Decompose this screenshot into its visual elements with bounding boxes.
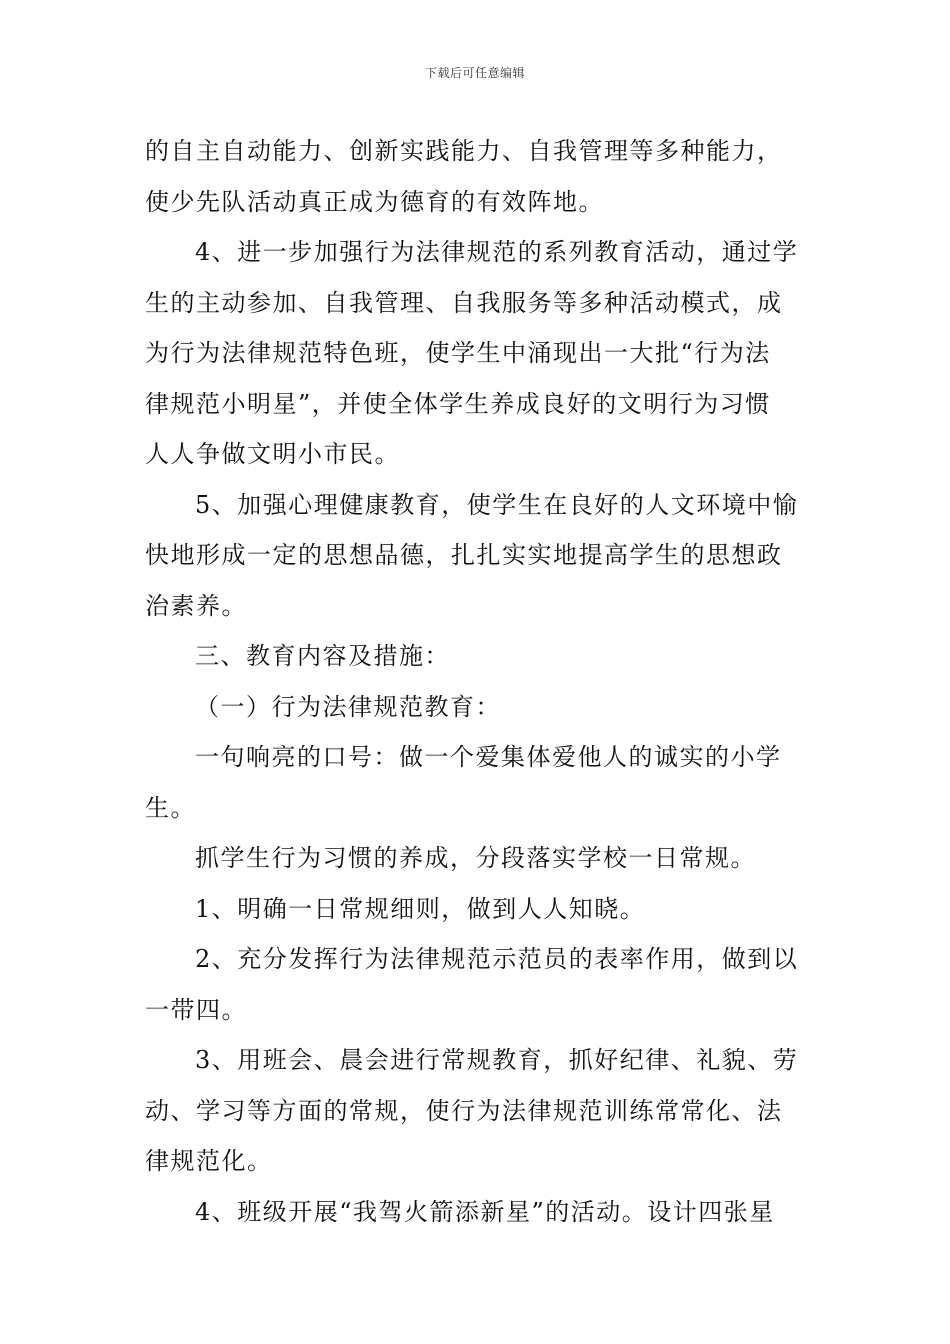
text-line: 一带四。 [145,995,247,1024]
text-line: 4、进一步加强行为法律规范的系列教育活动，通过学 [195,238,799,266]
page-header: 下载后可任意编辑 [424,66,525,80]
text-line: 生的主动参加、自我管理、自我服务等多种活动模式，成 [145,288,783,317]
text-line: 生。 [145,793,196,822]
text-line: 5、加强心理健康教育，使学生在良好的人文环境中愉 [195,490,799,519]
text-line: 律规范小明星”，并使全体学生养成良好的文明行为习惯 [145,389,771,418]
text-line: 一句响亮的口号：做一个爱集体爱他人的诚实的小学 [195,743,782,771]
document-body [145,126,810,1237]
text-line: 2、充分发挥行为法律规范示范员的表率作用，做到以 [195,945,799,973]
text-line: 使少先队活动真正成为德育的有效阵地。 [145,187,604,216]
text-line: 律规范化。 [145,1147,273,1175]
text-line: 的自主自动能力、创新实践能力、自我管理等多种能力， [145,137,783,165]
text-line: 动、学习等方面的常规，使行为法律规范训练常常化、法 [145,1096,783,1125]
text-line: （一）行为法律规范教育： [195,692,501,721]
text-line: 为行为法律规范特色班，使学生中涌现出一大批“行为法 [145,339,771,367]
text-line: 人人争做文明小市民。 [145,440,400,468]
text-line: 1、明确一日常规细则，做到人人知晓。 [195,894,646,923]
text-line: 3、用班会、晨会进行常规教育，抓好纪律、礼貌、劳 [195,1046,799,1074]
text-line: 三、教育内容及措施： [195,642,450,670]
text-line: 抓学生行为习惯的养成，分段落实学校一日常规。 [195,844,756,872]
text-line: 快地形成一定的思想品德，扎扎实实地提高学生的思想政 [145,541,783,569]
text-line: 4、班级开展“我驾火箭添新星”的活动。设计四张星 [195,1197,775,1226]
text-line: 治素养。 [145,591,247,620]
